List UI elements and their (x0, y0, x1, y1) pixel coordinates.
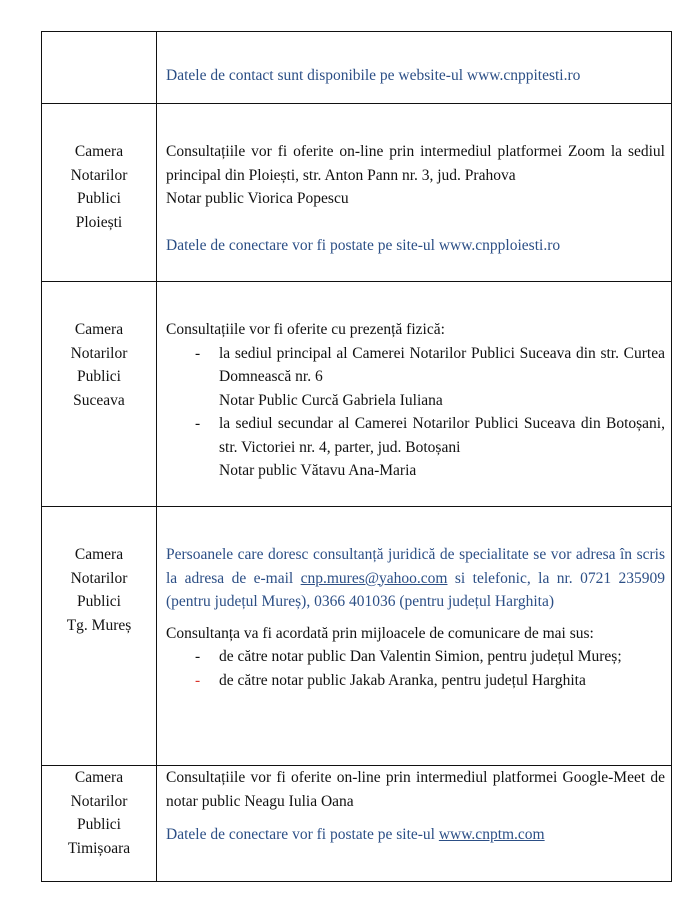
table-row (42, 32, 672, 104)
list-item: - de către notar public Jakab Aranka, pentru județul Harghita (219, 669, 665, 693)
consultation-intro: Consultațiile vor fi oferite cu prezență fizică: (166, 321, 445, 338)
list-item: - la sediul secundar al Camerei Notarilor Publici Suceava din Botoșani, str. Victoriei nr. 4, parter, jud. Botoșani Notar public Vătavu Ana-Maria (219, 412, 665, 483)
details-cell (157, 104, 672, 282)
notary-name: Notar public Viorica Popescu (166, 190, 349, 207)
chamber-cell (42, 507, 157, 766)
chamber-cell (42, 104, 157, 282)
chamber-name: Camera Notarilor Publici Suceava (70, 321, 128, 409)
chamber-name: Camera Notarilor Publici Ploiești (70, 143, 128, 231)
dash-marker: - (195, 648, 201, 665)
details-cell (157, 507, 672, 766)
website-link[interactable]: www.cnptm.com (438, 826, 545, 843)
table-row (42, 282, 672, 507)
dash-marker: - (195, 415, 201, 432)
chamber-name: Camera Notarilor Publici Timișoara (67, 769, 131, 857)
list-item: - la sediul principal al Camerei Notarilor Publici Suceava din str. Curtea Domnească nr. 6 Notar Public Curcă Gabriela Iuliana (219, 342, 665, 413)
dash-marker: - (195, 671, 201, 689)
chamber-cell (42, 766, 157, 882)
table-row (42, 507, 672, 766)
table-row (42, 104, 672, 282)
details-cell (157, 766, 672, 882)
contact-text: Datele de conectare vor fi postate pe site-ul www.cnptm.com (166, 826, 545, 843)
list-item: - de către notar public Dan Valentin Simion, pentru județul Mureș; (219, 645, 665, 669)
contact-paragraph: Persoanele care doresc consultanță juridică de specialitate se vor adresa în scris la adresa de e-mail cnp.mures@yahoo.com si telefonic, la nr. 0721 235909 (pentru județul Mureș), 0366 401036 (pentru județul Harghita) (166, 546, 665, 610)
notary-name: Notar Public Curcă Gabriela Iuliana (219, 391, 443, 409)
contact-text: Datele de contact sunt disponibile pe website-ul www.cnppitesti.ro (166, 67, 581, 84)
notary-list (166, 645, 665, 692)
table-row (42, 766, 672, 882)
consultation-text: Consultațiile vor fi oferite on-line prin intermediul platformei Google-Meet de notar public Neagu Iulia Oana (166, 769, 665, 810)
details-cell (157, 32, 672, 104)
chamber-cell-empty (42, 32, 157, 104)
consultation-intro: Consultanța va fi acordată prin mijloacele de comunicare de mai sus: (166, 624, 594, 642)
details-cell (157, 282, 672, 507)
chamber-name: Camera Notarilor Publici Tg. Mureș (66, 546, 132, 634)
consultation-text: Consultațiile vor fi oferite on-line prin intermediul platformei Zoom la sediul principal din Ploiești, str. Anton Pann nr. 3, jud. Prahova (166, 143, 665, 184)
email-link[interactable]: cnp.mures@yahoo.com (300, 569, 448, 587)
notary-name: Notar public Vătavu Ana-Maria (219, 462, 417, 479)
location-list (166, 342, 665, 483)
contact-text: Datele de conectare vor fi postate pe site-ul www.cnpploiesti.ro (166, 236, 561, 254)
chamber-cell (42, 282, 157, 507)
notary-consultations-table (41, 31, 672, 882)
dash-marker: - (195, 344, 201, 362)
